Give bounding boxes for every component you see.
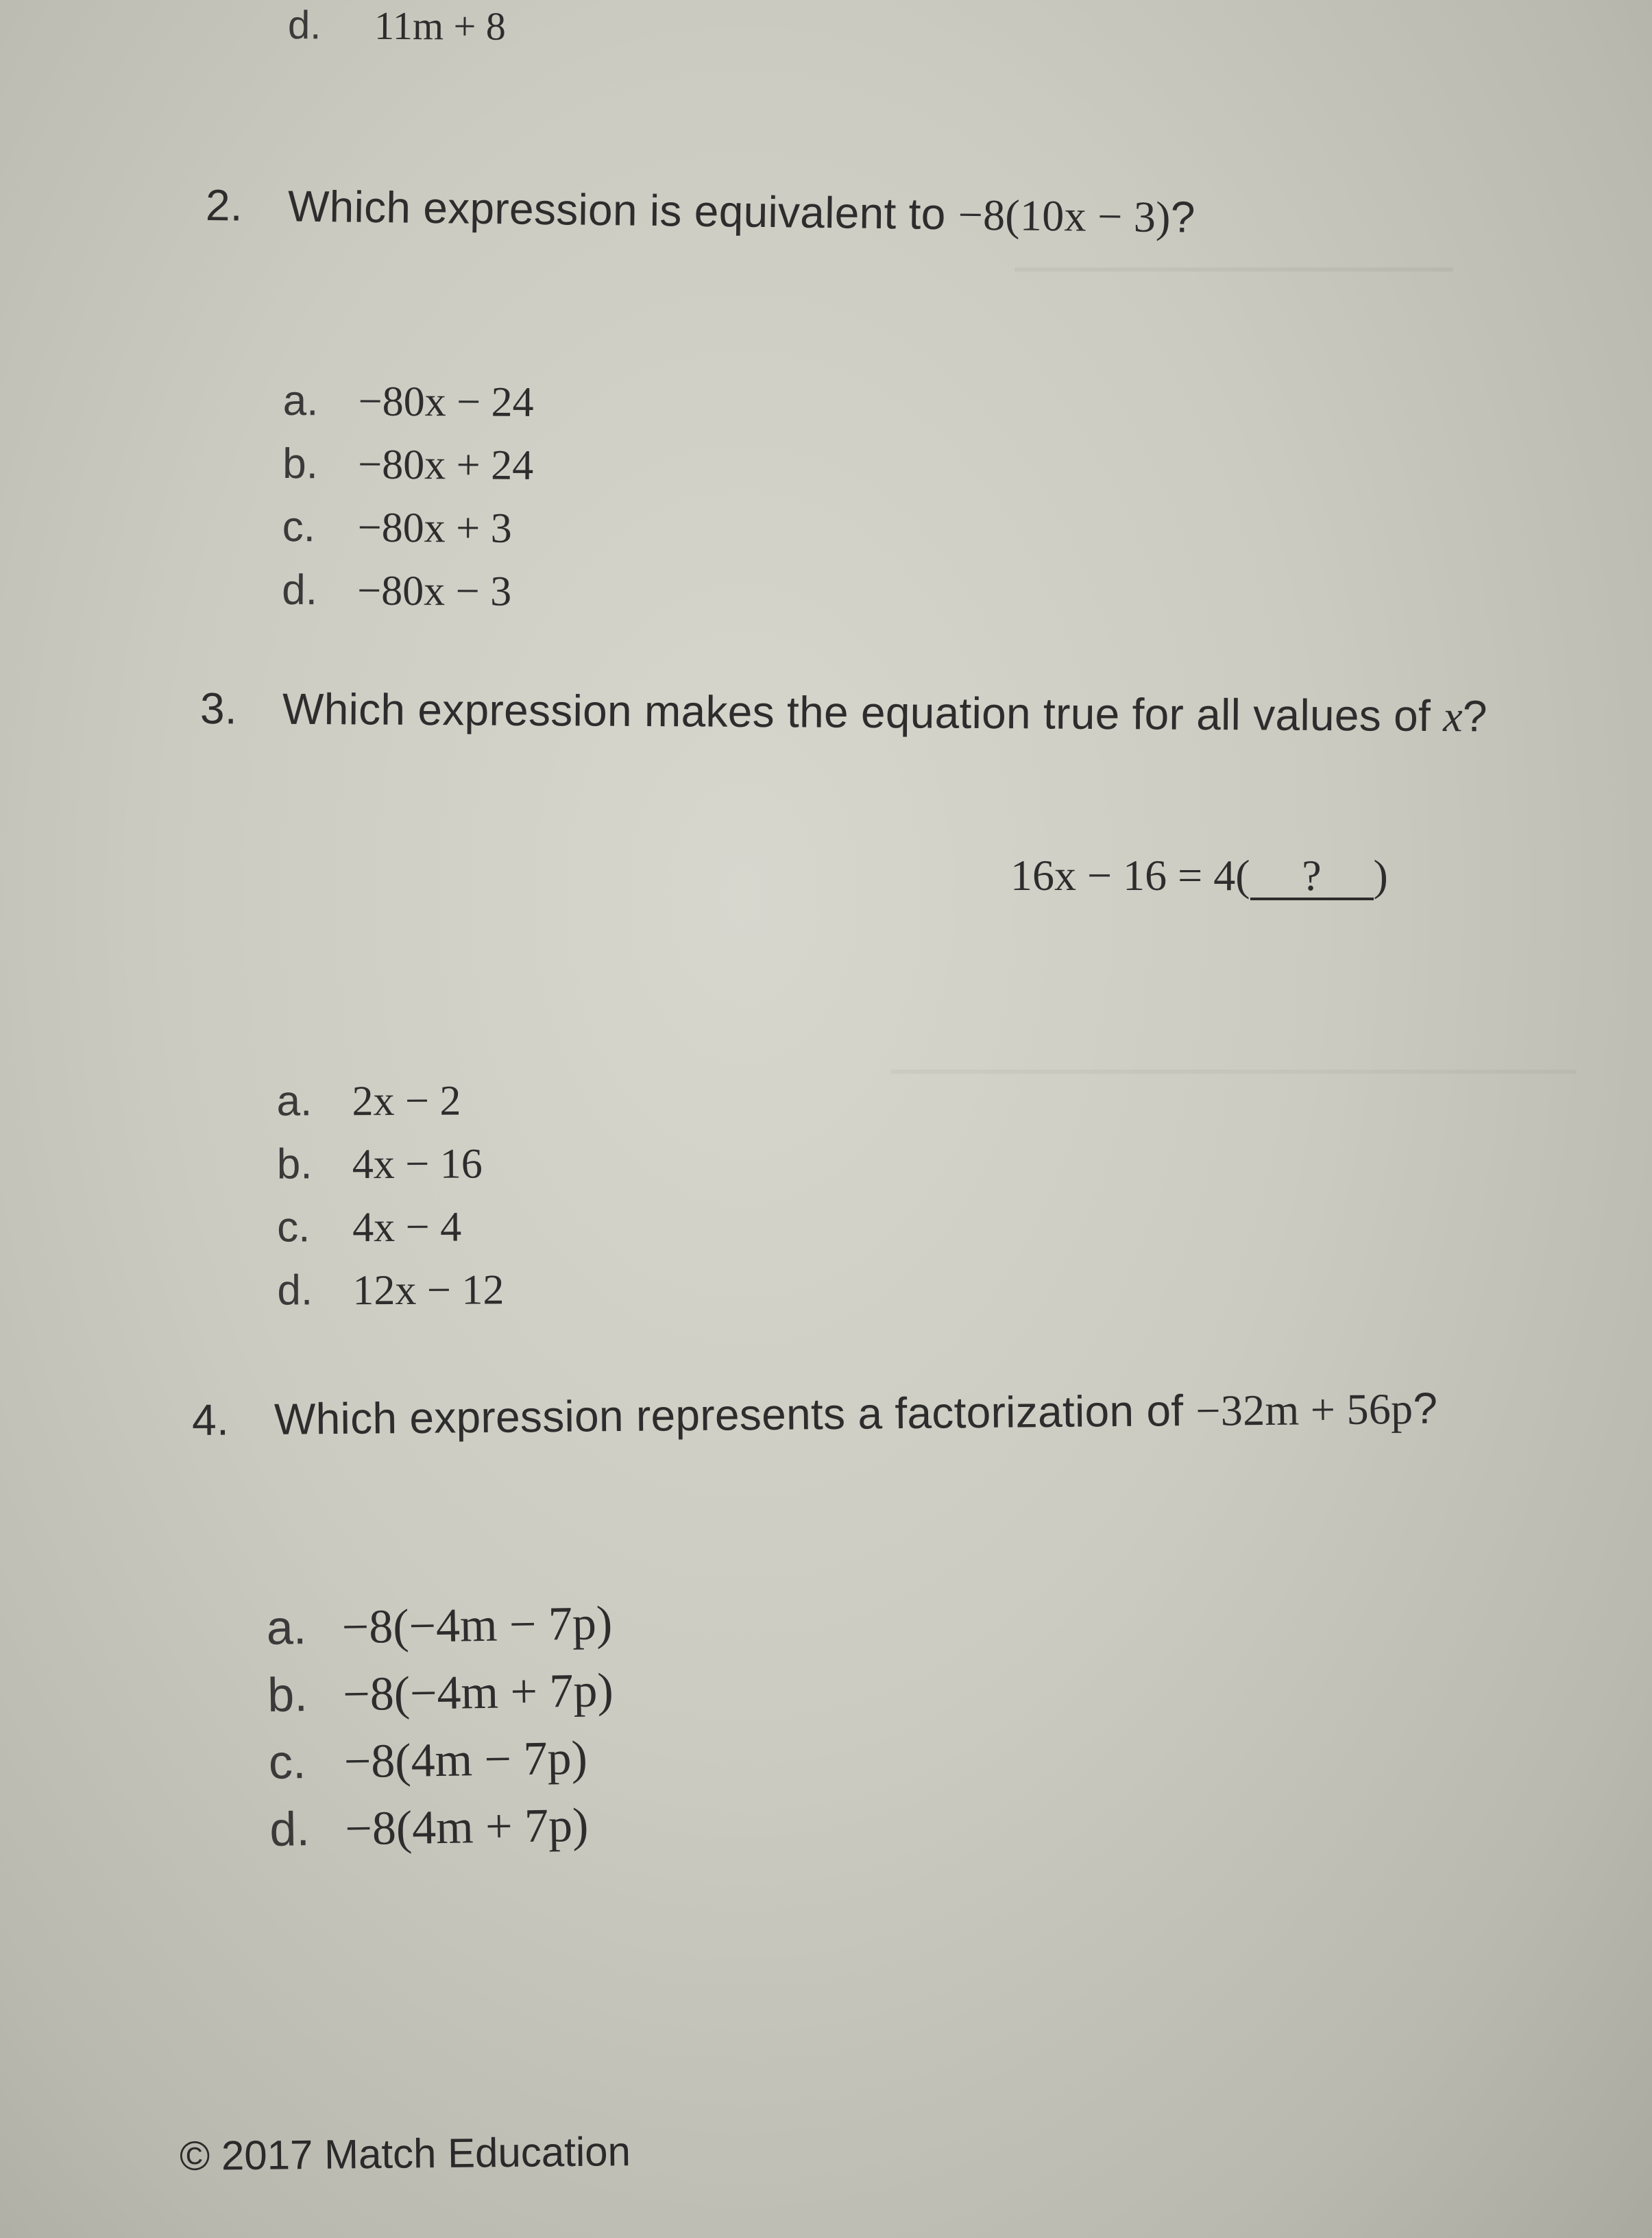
equation-left: 16x − 16 = 4(: [1010, 851, 1250, 900]
option-letter: c.: [277, 1203, 311, 1251]
question-text-end: ?: [1413, 1383, 1438, 1433]
question-2-options: [282, 370, 534, 623]
question-text: Which expression is equivalent to: [287, 181, 959, 239]
option-letter: c.: [282, 503, 316, 551]
question-4: [192, 1383, 1438, 1446]
question-number: 2.: [205, 180, 243, 230]
option-c[interactable]: [268, 1724, 615, 1796]
option-expression: 11m + 8: [374, 3, 506, 49]
equation-blank: ?: [1250, 854, 1374, 900]
question-math: −32m + 56p: [1195, 1384, 1413, 1435]
option-letter: a.: [282, 377, 319, 425]
bleed-through-mark: [891, 1070, 1577, 1074]
option-expression: 12x − 12: [352, 1266, 505, 1314]
option-letter: b.: [282, 440, 319, 488]
bleed-through-mark: [1015, 267, 1453, 272]
option-letter: b.: [276, 1140, 313, 1188]
option-a[interactable]: [266, 1589, 613, 1662]
option-expression: −8(−4m − 7p): [341, 1597, 613, 1655]
option-expression: −8(4m − 7p): [343, 1731, 588, 1789]
option-expression: −80x − 24: [358, 378, 534, 426]
option-b[interactable]: [282, 433, 533, 497]
question-text-end: ?: [1462, 691, 1488, 741]
option-letter: a.: [266, 1600, 307, 1655]
question-text-end: ?: [1170, 192, 1196, 242]
option-expression: −80x + 3: [357, 504, 512, 552]
option-expression: 2x − 2: [352, 1077, 461, 1125]
question-text: Which expression represents a factorization of: [274, 1385, 1196, 1444]
option-expression: −80x − 3: [357, 567, 512, 615]
option-expression: −8(−4m + 7p): [342, 1664, 614, 1722]
option-c[interactable]: [277, 1195, 504, 1259]
option-letter: d.: [269, 1802, 311, 1856]
option-letter: d.: [282, 566, 318, 614]
copyright-footer: © 2017 Match Education: [179, 2128, 631, 2179]
option-expression: −80x + 24: [358, 441, 534, 489]
option-letter: b.: [267, 1668, 308, 1722]
option-a[interactable]: [276, 1069, 503, 1133]
option-letter: a.: [276, 1077, 313, 1125]
question-number: 4.: [191, 1395, 230, 1445]
option-c[interactable]: [282, 496, 533, 560]
option-letter: d.: [277, 1266, 313, 1314]
question-number: 3.: [199, 684, 238, 734]
question-text: Which expression makes the equation true for all values of: [282, 684, 1444, 741]
equation: [1010, 850, 1388, 901]
question-3-options: [276, 1069, 504, 1322]
option-d[interactable]: [277, 1258, 504, 1322]
option-expression: 4x − 16: [352, 1140, 483, 1188]
question-math: −8(10x − 3): [958, 190, 1171, 242]
option-b[interactable]: [277, 1132, 504, 1196]
option-letter: d.: [287, 3, 321, 48]
option-expression: 4x − 4: [352, 1203, 462, 1251]
option-expression: −8(4m + 7p): [344, 1798, 589, 1856]
option-d[interactable]: [269, 1791, 616, 1864]
option-d[interactable]: [282, 559, 533, 623]
option-b[interactable]: [267, 1657, 614, 1729]
option-letter: c.: [268, 1735, 306, 1789]
question-4-options: [266, 1589, 616, 1864]
equation-right: ): [1373, 851, 1388, 900]
question-2: [206, 180, 1196, 243]
option-a[interactable]: [282, 370, 533, 434]
question-3: [200, 683, 1487, 742]
question-math: x: [1442, 692, 1463, 741]
previous-question-option-d: [288, 2, 506, 49]
